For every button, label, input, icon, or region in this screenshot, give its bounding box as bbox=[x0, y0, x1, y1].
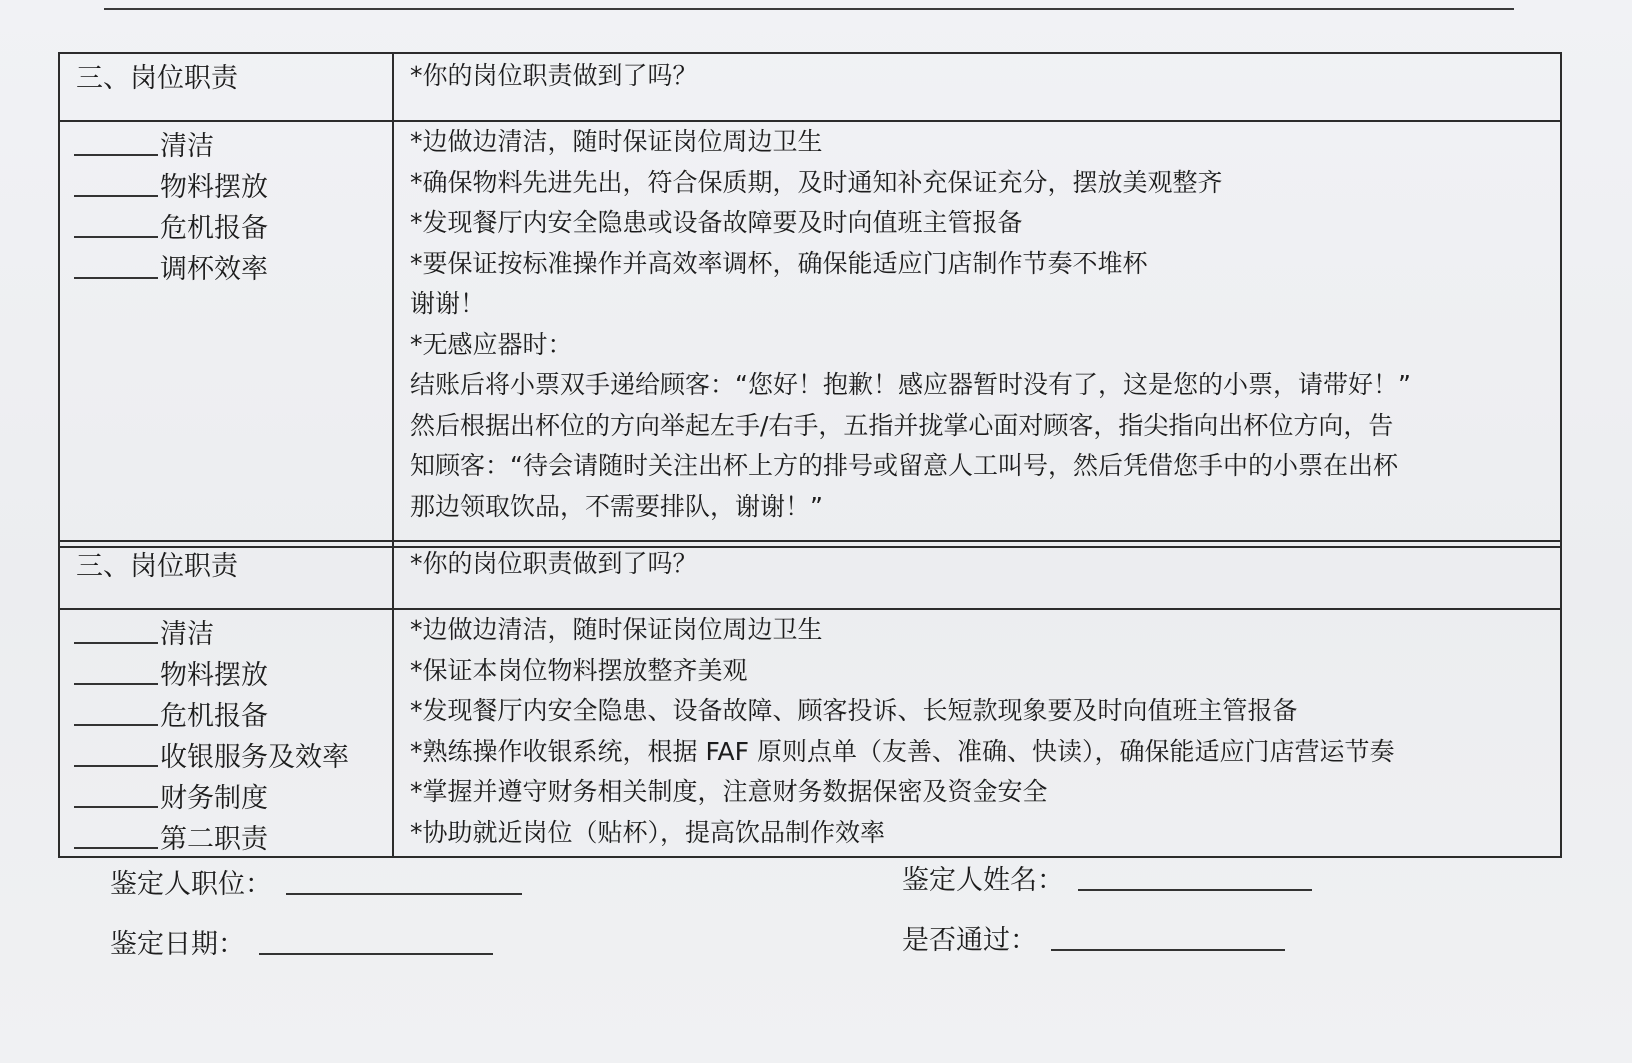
passed-field bbox=[902, 918, 1285, 957]
duty-item bbox=[60, 610, 392, 651]
appraiser-name-input[interactable] bbox=[1078, 887, 1312, 891]
description-line: *边做边清洁，随时保证岗位周边卫生 bbox=[410, 615, 823, 644]
description-line: *发现餐厅内安全隐患或设备故障要及时向值班主管报备 bbox=[410, 208, 1023, 237]
duty-item bbox=[60, 204, 392, 245]
appraiser-name-label: 鉴定人姓名： bbox=[902, 865, 1064, 896]
fill-blank[interactable] bbox=[74, 675, 158, 685]
fill-blank[interactable] bbox=[74, 269, 158, 279]
table-body-row bbox=[59, 121, 1561, 547]
description-line: *确保物料先进先出，符合保质期，及时通知补充保证充分，摆放美观整齐 bbox=[410, 167, 1223, 197]
duty-label: 收银服务及效率 bbox=[160, 742, 349, 773]
duty-table-1 bbox=[58, 52, 1562, 548]
passed-input[interactable] bbox=[1051, 947, 1285, 951]
duty-item bbox=[60, 163, 392, 204]
description-line: *熟练操作收银系统，根据 FAF 原则点单（友善、准确、快读），确保能适应门店营运节奏 bbox=[410, 736, 1395, 766]
duty-item bbox=[60, 733, 392, 774]
section-heading: 三、岗位职责 bbox=[59, 53, 393, 121]
description-line: *保证本岗位物料摆放整齐美观 bbox=[410, 655, 748, 685]
duty-item bbox=[60, 815, 392, 856]
duty-descriptions bbox=[393, 609, 1561, 857]
table-body-row bbox=[59, 609, 1561, 857]
table-header-row bbox=[59, 541, 1561, 609]
fill-blank[interactable] bbox=[74, 634, 158, 644]
appraiser-position-input[interactable] bbox=[286, 891, 522, 895]
description-line: 然后根据出杯位的方向举起左手/右手，五指并拢掌心面对顾客，指尖指向出杯位方向，告 bbox=[410, 410, 1394, 440]
duty-label: 危机报备 bbox=[160, 213, 268, 244]
duty-label: 物料摆放 bbox=[160, 660, 268, 691]
duty-item bbox=[60, 122, 392, 163]
fill-blank[interactable] bbox=[74, 228, 158, 238]
duty-label: 清洁 bbox=[160, 619, 214, 650]
duty-table-2 bbox=[58, 540, 1562, 858]
appraisal-date-input[interactable] bbox=[259, 951, 493, 955]
appraisal-date-label: 鉴定日期： bbox=[110, 929, 245, 960]
appraiser-name-field bbox=[902, 858, 1312, 897]
duty-label: 第二职责 bbox=[160, 824, 268, 855]
section-question: *你的岗位职责做到了吗？ bbox=[393, 541, 1561, 609]
description-line: 那边领取饮品，不需要排队，谢谢！” bbox=[410, 491, 823, 521]
duty-label: 调杯效率 bbox=[160, 254, 268, 285]
description-line: *发现餐厅内安全隐患、设备故障、顾客投诉、长短款现象要及时向值班主管报备 bbox=[410, 696, 1298, 725]
duty-item bbox=[60, 774, 392, 815]
duty-label: 物料摆放 bbox=[160, 172, 268, 203]
duty-label: 财务制度 bbox=[160, 783, 268, 814]
description-line: *边做边清洁，随时保证岗位周边卫生 bbox=[410, 127, 823, 156]
fill-blank[interactable] bbox=[74, 798, 158, 808]
appraiser-position-label: 鉴定人职位： bbox=[110, 869, 272, 900]
duty-descriptions bbox=[393, 121, 1561, 547]
description-line: 知顾客：“待会请随时关注出杯上方的排号或留意人工叫号，然后凭借您手中的小票在出杯 bbox=[410, 451, 1398, 480]
fill-blank[interactable] bbox=[74, 757, 158, 767]
top-divider bbox=[104, 8, 1514, 10]
section-question: *你的岗位职责做到了吗？ bbox=[393, 53, 1561, 121]
fill-blank[interactable] bbox=[74, 716, 158, 726]
description-line: *协助就近岗位（贴杯），提高饮品制作效率 bbox=[410, 817, 886, 847]
description-line: *掌握并遵守财务相关制度，注意财务数据保密及资金安全 bbox=[410, 777, 1048, 806]
duty-label: 清洁 bbox=[160, 131, 214, 162]
fill-blank[interactable] bbox=[74, 146, 158, 156]
appraisal-date-field bbox=[110, 922, 493, 961]
description-line: *无感应器时： bbox=[410, 329, 573, 359]
duty-label: 危机报备 bbox=[160, 701, 268, 732]
duty-item bbox=[60, 692, 392, 733]
duty-checklist bbox=[59, 121, 393, 547]
description-line: 谢谢！ bbox=[410, 289, 486, 318]
duty-item bbox=[60, 651, 392, 692]
duty-checklist bbox=[59, 609, 393, 857]
section-heading: 三、岗位职责 bbox=[59, 541, 393, 609]
fill-blank[interactable] bbox=[74, 839, 158, 849]
appraiser-position-field bbox=[110, 862, 522, 901]
passed-label: 是否通过： bbox=[902, 925, 1037, 956]
duty-item bbox=[60, 245, 392, 286]
table-header-row bbox=[59, 53, 1561, 121]
description-line: 结账后将小票双手递给顾客：“您好！抱歉！感应器暂时没有了，这是您的小票，请带好！” bbox=[410, 370, 1411, 399]
fill-blank[interactable] bbox=[74, 187, 158, 197]
description-line: *要保证按标准操作并高效率调杯，确保能适应门店制作节奏不堆杯 bbox=[410, 248, 1148, 278]
